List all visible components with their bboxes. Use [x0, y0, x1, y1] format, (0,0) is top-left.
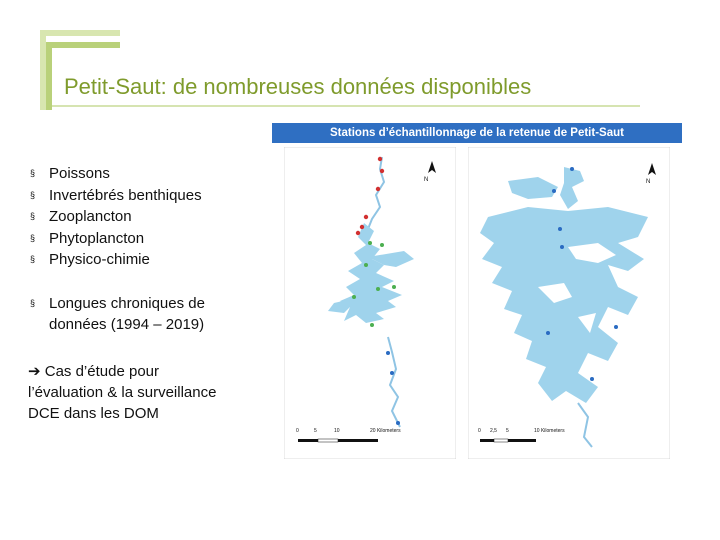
scale-tick: 0: [296, 428, 299, 434]
scale-tick: 2,5: [490, 428, 497, 434]
list-item: [30, 185, 202, 207]
north-label: N: [646, 179, 651, 185]
scale-tick: 0: [478, 428, 481, 434]
arrow-icon: ➔: [28, 363, 41, 380]
list-item: [30, 228, 202, 250]
corner-decoration: [0, 0, 720, 140]
list-item: [30, 206, 202, 228]
reservoir-map-left: [284, 147, 456, 459]
case-study-line: Cas d’étude pour: [44, 363, 159, 380]
scale-labels-left: [296, 428, 446, 434]
list-item: [30, 163, 202, 185]
bullet-marker: §: [30, 168, 36, 178]
slide-title: Petit-Saut: de nombreuses données disponibles: [64, 74, 532, 99]
map-title: Stations d’échantillonnage de la retenue de Petit-Saut: [272, 123, 682, 143]
north-label: N: [424, 177, 429, 183]
bullet-marker: §: [30, 211, 36, 221]
map-panel-left: [284, 147, 456, 459]
long-series-line: Longues chroniques de: [49, 295, 205, 312]
bullet-text: Poissons: [49, 165, 110, 182]
long-series-line: données (1994 – 2019): [49, 316, 205, 333]
scale-tick: 5: [314, 428, 317, 434]
bullet-text: Invertébrés benthiques: [49, 186, 202, 204]
bullet-text: Phytoplancton: [49, 229, 145, 247]
bullet-marker: §: [30, 232, 36, 243]
case-study-line: DCE dans les DOM: [28, 405, 159, 422]
sampling-map: [272, 123, 682, 463]
bullet-marker: §: [30, 189, 36, 200]
case-study-line: l’évaluation & la surveillance: [28, 384, 217, 401]
scale-tick: 5: [506, 428, 509, 434]
long-series-bullet: [30, 293, 205, 335]
bullet-marker: §: [30, 298, 36, 308]
scale-tick: 10: [334, 428, 340, 434]
scale-labels-right: [478, 428, 648, 434]
bullet-list: [30, 163, 202, 271]
bullet-text: Physico-chimie: [49, 251, 150, 268]
scale-tick: 10 Kilometers: [534, 428, 565, 434]
case-study-text: [28, 361, 248, 424]
map-panel-right: [468, 147, 670, 459]
list-item: [30, 249, 202, 271]
scale-tick: 20 Kilometers: [370, 428, 401, 434]
bullet-text: Zooplancton: [49, 208, 132, 225]
reservoir-map-right: [468, 147, 670, 459]
bullet-marker: §: [30, 254, 36, 264]
